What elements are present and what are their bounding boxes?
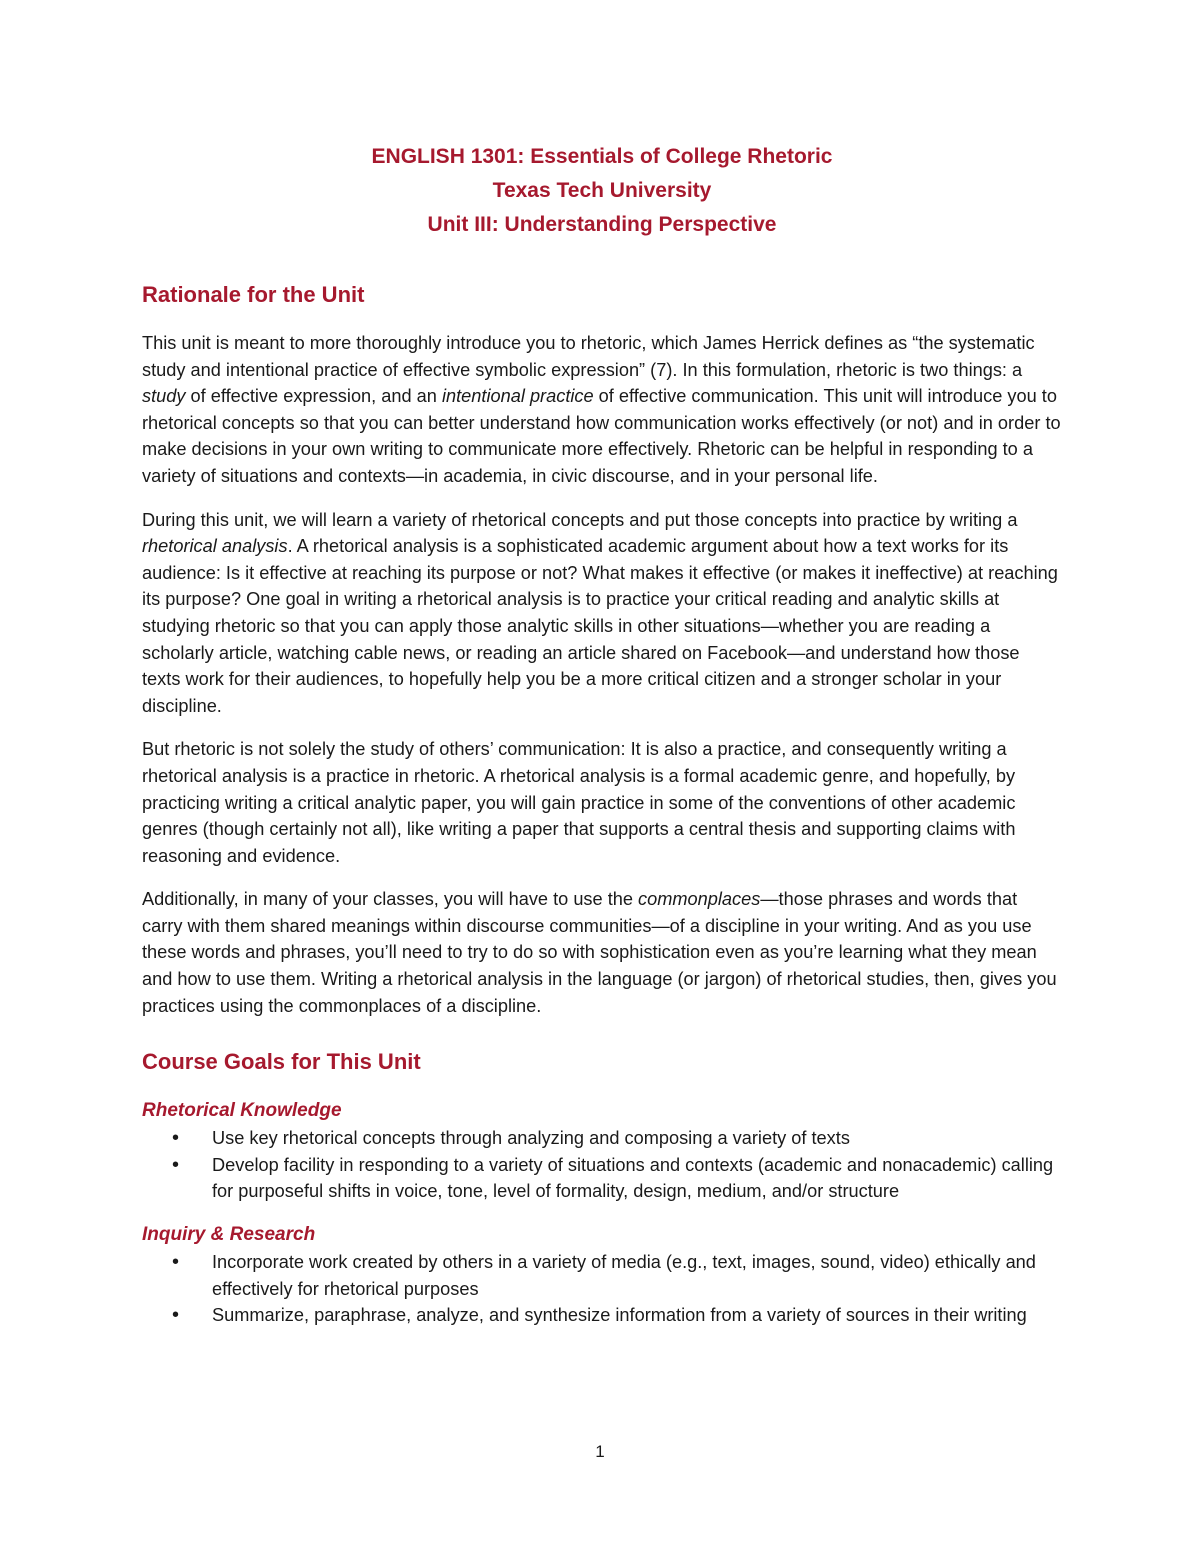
title-block — [142, 140, 1062, 242]
course-goals-heading: Course Goals for This Unit — [142, 1049, 421, 1075]
rhetorical-knowledge-list — [142, 1125, 1062, 1205]
list-item: • Incorporate work created by others in a variety of media (e.g., text, images, sound, video) ethically and effectively for rhetorical purposes — [142, 1249, 1062, 1302]
emphasis-commonplaces: commonplaces — [638, 889, 761, 910]
document-page — [142, 140, 1062, 1329]
emphasis-study: study — [142, 386, 186, 407]
rationale-paragraph-1 — [142, 330, 1062, 490]
emphasis-intentional-practice: intentional practice — [441, 386, 594, 407]
rationale-paragraph-4 — [142, 886, 1062, 1019]
list-item: • Summarize, paraphrase, analyze, and synthesize information from a variety of sources in their writing — [142, 1302, 1062, 1329]
university-name: Texas Tech University — [492, 179, 712, 202]
list-item: • Use key rhetorical concepts through analyzing and composing a variety of texts — [142, 1125, 1062, 1152]
rationale-paragraph-2 — [142, 507, 1062, 720]
paragraph-text: of effective communication. This unit will introduce you to rhetorical concepts so that you can better understand how communication works effectively (or not) and in order to make decisions in your own writing to communicate more effectively. Rhetoric can be helpful in responding to a variety of situations and contexts—in academia, in civic discourse, and in your personal life. — [142, 386, 1061, 486]
rationale-heading: Rationale for the Unit — [142, 282, 365, 307]
page-number: 1 — [595, 1442, 605, 1461]
course-title: ENGLISH 1301: Essentials of College Rhetoric — [371, 145, 833, 168]
paragraph-text: . A rhetorical analysis is a sophisticated academic argument about how a text works for its audience: Is it effective at reaching its purpose or not? What makes it effective (or makes it ineffective) at reaching its purpose? One goal in writing a rhetorical analysis is to practice your critical reading and analytic skills at studying rhetoric so that you can apply those analytic skills in other situations—whether you are reading a scholarly article, watching cable news, or reading an article shared on Facebook—and understand how those texts work for their audiences, to hopefully help you be a more critical citizen and a stronger scholar in your discipline. — [142, 536, 1058, 716]
list-item: • Develop facility in responding to a variety of situations and contexts (academic and nonacademic) calling for purposeful shifts in voice, tone, level of formality, design, medium, and/or structure — [142, 1152, 1062, 1205]
inquiry-research-list — [142, 1249, 1062, 1329]
rationale-paragraph-3: But rhetoric is not solely the study of others’ communication: It is also a practice, and consequently writing a rhetorical analysis is a practice in rhetoric. A rhetorical analysis is a formal academic genre, and hopefully, by practicing writing a critical analytic paper, you will gain practice in some of the conventions of other academic genres (though certainly not all), like writing a paper that supports a central thesis and supporting claims with reasoning and evidence. — [142, 739, 1016, 866]
paragraph-text: During this unit, we will learn a variety of rhetorical concepts and put those concepts into practice by writing a — [142, 509, 1018, 530]
paragraph-text: —those phrases and words that carry with them shared meanings within discourse communities—of a discipline in your writing. And as you use these words and phrases, you’ll need to try to do so with sophistication even as you’re learning what they mean and how to use them. Writing a rhetorical analysis in the language (or jargon) of rhetorical studies, then, gives you practices using the commonplaces of a discipline. — [142, 889, 1057, 1016]
emphasis-rhetorical-analysis: rhetorical analysis — [142, 536, 288, 557]
paragraph-text: of effective expression, and an — [185, 386, 442, 407]
paragraph-text: Additionally, in many of your classes, you will have to use the — [142, 889, 639, 910]
unit-title: Unit III: Understanding Perspective — [427, 213, 777, 236]
paragraph-text: This unit is meant to more thoroughly introduce you to rhetoric, which James Herrick defines as “the systematic study and intentional practice of effective symbolic expression” (7). In this formulation, rhetoric is two things: a — [142, 333, 1035, 380]
inquiry-research-heading: Inquiry & Research — [142, 1224, 316, 1246]
rhetorical-knowledge-heading: Rhetorical Knowledge — [142, 1100, 342, 1122]
